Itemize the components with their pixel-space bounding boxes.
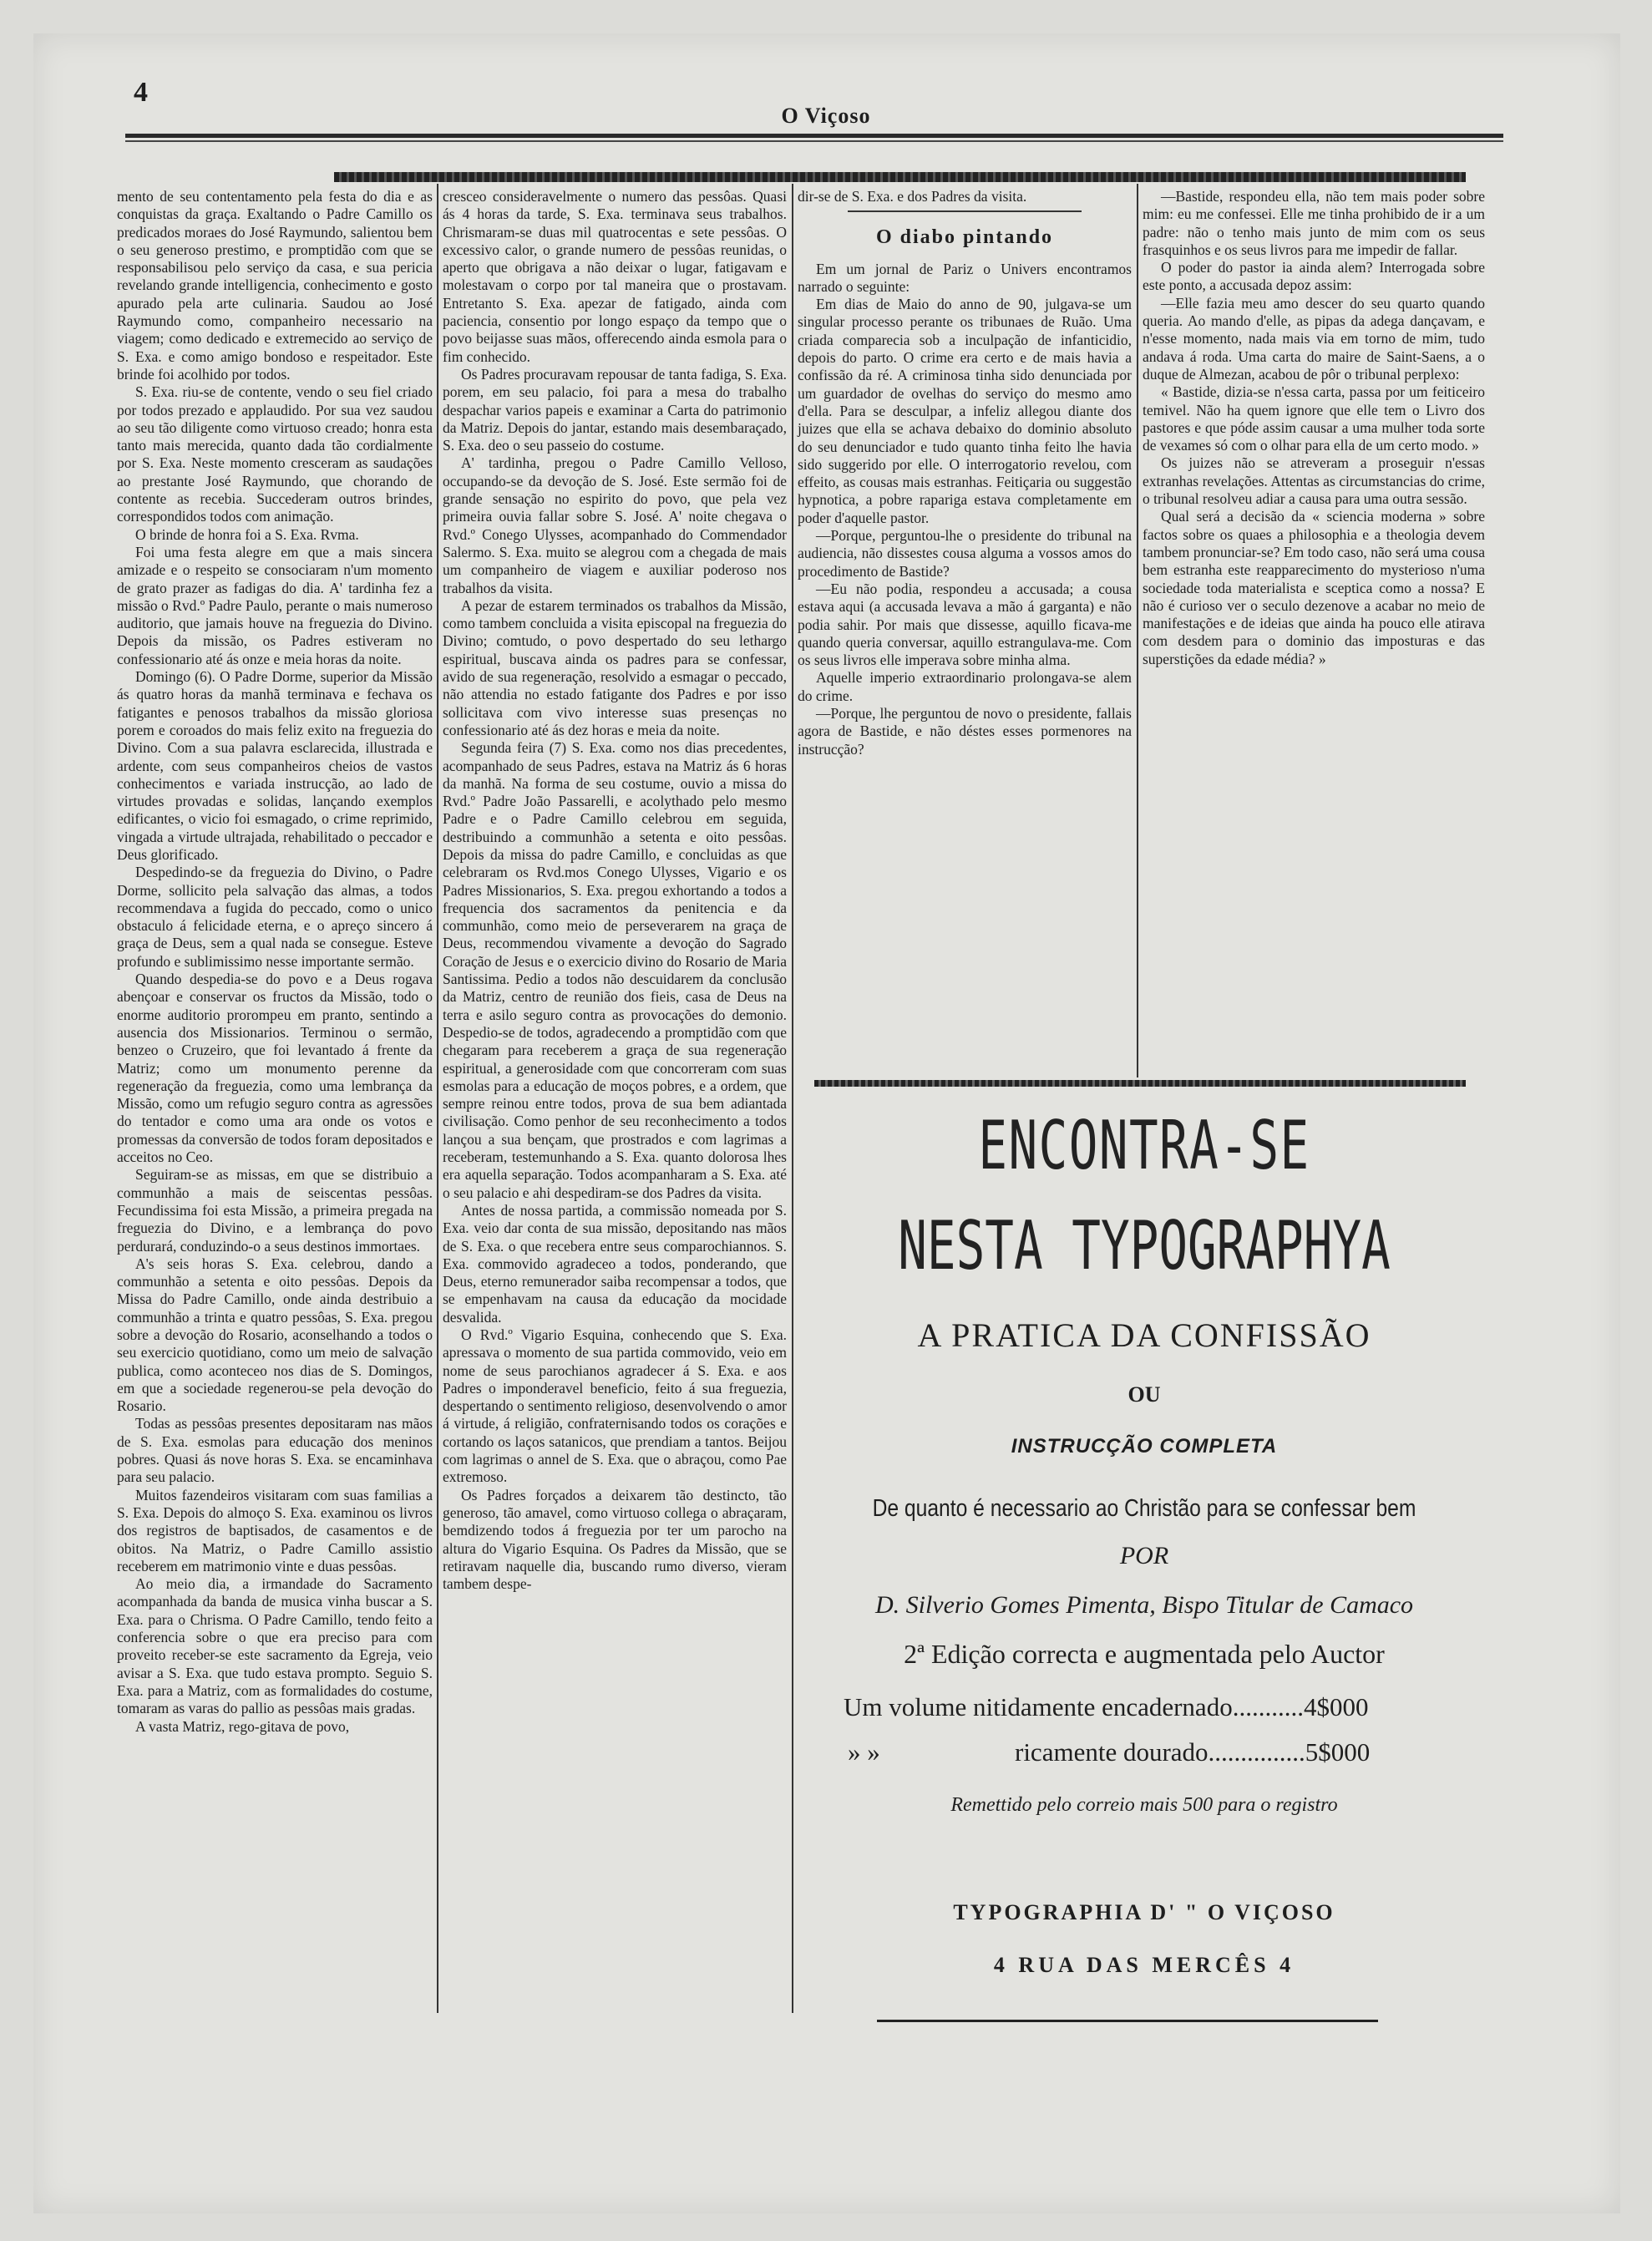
paragraph: dir-se de S. Exa. e dos Padres da visita. — [798, 188, 1027, 205]
paragraph: Segunda feira (7) S. Exa. como nos dias precedentes, acompanhado de seus Padres, estava na Matriz ás 6 horas da manhã. Na forma de seu costume, ouvio a missa do Rvd.º Padre João Passarelli, e acolythado pelo mesmo Padre e o Padre Camillo celebrou em seguida, destribuindo a communhão a setenta e oito pessôas. Depois da missa do padre Camillo, e concluidas as que celebraram os Rvd.mos Conego Ulysses, Vigario e os Padres Missionarios, S. Exa. pregou exhortando a todos a frequencia dos sacramentos da penitencia e da communhão, como meio de perseverarem na graça de Deus, recommendou vivamente a devoção do Sagrado Coração de Jesus e o exercicio divino do Rosario de Maria Santissima. Pedio a todos não descuidarem da conclusão da Matriz, centro de reunião dos fieis, casa de Deus na terra e asilo seguro contra as provocações do demonio. Despedio-se de todos, agradecendo a promptidão com que chegaram para receberem a graça de sua regeneração espiritual, a generosidade com que concorreram com suas esmolas para a educação de moços pobres, e a ordem, que sempre reinou entre todos, prova de sua bem adiantada civilisação. Como penhor de seu reconhecimento a todos lançou a sua bençam, que prostrados e com lagrimas a receberam, testemunhando a S. Exa. quanto dolorosa lhes era aquella separação. Todos acompanharam a S. Exa. até o seu palacio e ahi despediram-se dos Padres da visita. — [443, 739, 787, 1201]
ad-bottom-rule — [877, 2020, 1378, 2022]
paragraph: « Bastide, dizia-se n'essa carta, passa por um feiticeiro temivel. Não ha quem ignore que elle tem o Livro dos pastores e que póde assim causar a uma mulher toda sorte de vexames só com o olhar para ella de um certo modo. » — [1143, 383, 1485, 454]
paragraph: —Eu não podia, respondeu a accusada; a cousa estava aqui (a accusada levava a mão á garganta) e não podia sahir. Por mais que dissesse, aquillo ficava-me quando queria conversar, aquillo estrangulava-me. Com os seus livros elle imperava sobre minha alma. — [798, 580, 1132, 669]
paragraph: Domingo (6). O Padre Dorme, superior da Missão ás quatro horas da manhã terminava e fechava os fatigantes e penosos trabalhos da missão gloriosa porem e coroados do mais feliz exito na freguezia do Divino. Com a sua palavra esclarecida, illustrada e ardente, com seus companheiros cheios de vastos conhecimentos e variada instrucção, ao lado de virtudes provadas e solidas, lançando exemplos edificantes, o vicio foi esmagado, o crime reprimido, vingada a virtude ultrajada, rehabilitado o peccador e Deus glorificado. — [117, 668, 433, 863]
ad-headline-2: NESTA TYPOGRAPHYA — [898, 1207, 1391, 1285]
column-divider — [437, 184, 438, 2013]
paragraph: A pezar de estarem terminados os trabalhos da Missão, como tambem concluida a visita episcopal na freguezia do Divino; comtudo, o povo despertado do seu lethargo espiritual, buscava ainda os padres para se confessar, avido de sua regeneração, resolvido a esmagar o peccado, não attendia no estado fatigante dos Padres e por isso sollicitava com vivo interesse suas presenças no confessionario até ás dez horas e meia da noite. — [443, 596, 787, 738]
article-separator — [848, 210, 1082, 212]
header-rule-thin — [125, 140, 1503, 142]
paragraph: cresceo consideravelmente o numero das pessôas. Quasi ás 4 horas da tarde, S. Exa. terminava seus trabalhos. Chrismaram-se duas mil quatrocentas e sete pessôas. O excessivo calor, o grande numero de pessôas reunidas, o aperto que obrigava a não deixar o lugar, fatigavam e molestavam o corpo por tal maneira que o prostavam. Entretanto S. Exa. apezar de fatigado, ainda com paciencia, consentio por longo espaço da tempo que o povo beijasse suas mãos, offerecendo ainda esmola para o fim conhecido. — [443, 188, 787, 365]
paragraph: S. Exa. riu-se de contente, vendo o seu fiel criado por todos prezado e applaudido. Por sua vez saudou ao seu tão diligente como virtuoso creado; honra esta tanto mais merecida, quanto dada tão cordialmente por S. Exa. Neste momento cresceram as saudações ao prestante José Raymundo, que chorando de contente as recebia. Succederam outros brindes, correspondidos todos com animação. — [117, 383, 433, 525]
ad-price-line-1: Um volume nitidamente encadernado...........4$000 — [844, 1692, 1369, 1721]
article-heading: O diabo pintando — [875, 226, 1054, 249]
paragraph: Em um jornal de Pariz o Univers encontramos narrado o seguinte: — [798, 260, 1132, 295]
paragraph: Aquelle imperio extraordinario prolongava-se alem do crime. — [798, 669, 1132, 704]
paragraph: Qual será a decisão da « sciencia moderna » sobre factos sobre os quaes a philosophia e a theologia devem tambem pronunciar-se? Em todo caso, não será uma cousa bem estranha este reapparecimento do mysterioso n'uma sociedade toda materialista e sceptica como a nossa? E não é curioso ver o seculo dezenove a acabar no meio de manifestações e de ideias que ainda ha pouco elle atirava com desdem para o dominio das imposturas e das superstições da edade média? » — [1143, 508, 1485, 667]
ad-price-line-2 — [844, 1737, 1445, 1767]
ad-price-2-text: ricamente dourado...............5$000 — [1015, 1737, 1371, 1767]
paragraph: —Bastide, respondeu ella, não tem mais poder sobre mim: eu me confessei. Elle me tinha prohibido de ir a um padre: não o tenho mais junto de mim com os seus frasquinhos e os seus livros para me impedir de fallar. — [1143, 188, 1485, 258]
paragraph: Ao meio dia, a irmandade do Sacramento acompanhada da banda de musica vinha buscar a S. Exa. para o Chrisma. O Padre Camillo, tendo feito a conferencia sobre o que era preciso para com proveito receber-se este sacramento da Egreja, veio avisar a S. Exa. que tudo estava prompto. Seguio S. Exa. para a Matriz, com as formalidades do costume, tomaram as varas do pallio as pessôas mais gradas. — [117, 1575, 433, 1717]
article-column-3 — [798, 188, 1132, 1057]
paragraph: Em dias de Maio do anno de 90, julgava-se um singular processo perante os tribunaes de Ruão. Uma criada comparecia sob a inculpação de infanticidio, depois do parto. O crime era certo e de mais havia a confissão da ré. A criminosa tinha sido denunciada por um guardador de ovelhas do serviço do mesmo amo d'ella. Para se desculpar, a infeliz allegou diante dos juizes que ella se achava debaixo do dominio absoluto do seu denunciador e tudo quanto tinha feito lhe havia sido suggerido por elle. O interrogatorio revelou, com effeito, as cousas mais estranhas. Feitiçaria ou suggestão hypnotica, a pobre rapariga estava completamente em poder d'aquelle pastor. — [798, 296, 1132, 526]
article-column-1 — [117, 188, 433, 2009]
ad-description: De quanto é necessario ao Christão para se confessar bem — [872, 1495, 1416, 1522]
column-divider — [1137, 184, 1138, 1077]
ad-headline-1: ENCONTRA-SE — [978, 1107, 1310, 1184]
paragraph: Os Padres forçados a deixarem tão destincto, tão generoso, tão amavel, como virtuoso collega o abraçaram, bemdizendo todos á freguezia por ter um parocho na altura do Vigario Esquina. Os Padres da Missão, que se retiravam naquelle dia, buscando rumo diverso, vieram tambem despe- — [443, 1486, 787, 1593]
ad-shipping-note: Remettido pelo correio mais 500 para o registro — [950, 1794, 1338, 1816]
article-column-2 — [443, 188, 787, 2009]
advertisement-top-rule — [814, 1080, 1466, 1087]
header-rule — [125, 134, 1503, 138]
paragraph: Seguiram-se as missas, em que se distribuio a communhão a mais de seiscentas pessôas. Fecundissima foi esta Missão, a primeira pregada na freguezia do Divino, e a lembrança do povo perdurará, conduzindo-o a seus destinos immortaes. — [117, 1166, 433, 1255]
paragraph: Foi uma festa alegre em que a mais sincera amizade e o respeito se consociaram n'um momento de grato prazer as fadigas do dia. A' tardinha fez a missão o Rvd.º Padre Paulo, perante o mais numeroso auditorio, que jamais houve na freguezia do Divino. Depois da missão, os Padres estiveram no confessionario até ás onze e meia horas da noite. — [117, 543, 433, 667]
paragraph: Todas as pessôas presentes depositaram nas mãos de S. Exa. esmolas para educação dos meninos pobres. Quasi ás nove horas S. Exa. se encaminhava para seu palacio. — [117, 1415, 433, 1486]
paragraph: A vasta Matriz, rego-gitava de povo, — [135, 1717, 350, 1735]
page-number: 4 — [134, 77, 148, 108]
paragraph: Quando despedia-se do povo e a Deus rogava abençoar e conservar os fructos da Missão, todo o enorme auditorio prorompeu em pranto, sentindo a ausencia dos Missionarios. Terminou o sermão, benzeo o Cruzeiro, que foi levantado á frente da Matriz; como um monumento perenne da regeneração da freguezia, como uma lembrança da Missão, como um refugio seguro contra as agressões do tentador e como uma ara onde os votos e promessas da conversão de todos foram depositados e acceitos no Ceo. — [117, 971, 433, 1166]
ad-author: D. Silverio Gomes Pimenta, Bispo Titular de Camaco — [874, 1591, 1414, 1619]
paragraph: Os Padres procuravam repousar de tanta fadiga, S. Exa. porem, em seu palacio, foi para a mesa do trabalho despachar varios papeis e examinar a Carta do patrimonio da Matriz. Depois do jantar, estando mais desembaraçado, S. Exa. deo o seu passeio do costume. — [443, 365, 787, 454]
newspaper-title: O Viçoso — [781, 104, 871, 128]
paragraph: Muitos fazendeiros visitaram com suas familias a S. Exa. Depois do almoço S. Exa. examinou os livros dos registros de baptisados, de casamentos e de obitos. Na Matriz, o Padre Camillo assistio receberem em matrimonio vinte e duas pessôas. — [117, 1486, 433, 1574]
paragraph: A's seis horas S. Exa. celebrou, dando a communhão a setenta e oito pessôas. Depois da Missa do Padre Camillo, onde ainda destribuio a communhão a trinta e quatro pessôas, S. Exa. pregou sobre a devoção do Rosario, aconselhando a todos o seu exercicio quotidiano, como um meio de salvação publica, como aconteceo nos dias de S. Domingos, em que a sociedade regenerou-se pela devoção do Rosario. — [117, 1255, 433, 1415]
paragraph: —Porque, perguntou-lhe o presidente do tribunal na audiencia, não dissestes cousa alguma a vossos amos do procedimento de Bastide? — [798, 527, 1132, 580]
ad-printer: TYPOGRAPHIA D' " O VIÇOSO — [953, 1900, 1335, 1924]
paragraph: Antes de nossa partida, a commissão nomeada por S. Exa. veio dar conta de sua missão, depositando nas mãos de S. Exa. o que recebera entre seus comparochiannos. S. Exa. commovido agradeceo a todos, ponderando, que Deus, eterno remunerador saiba recompensar a todos, que se empenhavam na causa da educação da mocidade desvalida. — [443, 1201, 787, 1326]
column-divider — [792, 184, 793, 2013]
ad-book-title: A PRATICA DA CONFISSÃO — [917, 1316, 1371, 1354]
paragraph: —Elle fazia meu amo descer do seu quarto quando queria. Ao mando d'elle, as pipas da adega dançavam, e n'esse momento, nada mais via em torno de mim, tudo andava á roda. Uma carta do maire de Saint-Saens, a o duque de Almezan, acabou de pôr o tribunal perplexo: — [1143, 294, 1485, 383]
paragraph: O brinde de honra foi a S. Exa. Rvma. — [135, 525, 359, 543]
ad-address: 4 RUA DAS MERCÊS 4 — [993, 1953, 1295, 1977]
paragraph: O Rvd.º Vigario Esquina, conhecendo que S. Exa. apressava o momento de sua partida commovido, veio em nome de seus parochianos agradecer á S. Exa. e aos Padres o imponderavel beneficio, feito á sua freguezia, despertando o sentimento religioso, desenvolvendo o amor á virtude, á religião, confraternisando todos os corações e cortando os laços satanicos, que prendiam a tantos. Beijou com lagrimas o annel de S. Exa. que o abraçou, como Pae extremoso. — [443, 1326, 787, 1486]
paragraph: Os juizes não se atreveram a proseguir n'essas extranhas revelações. Attentas as circumstancias do crime, o tribunal resolveu adiar a causa para uma outra sessão. — [1143, 454, 1485, 508]
ad-por: POR — [1119, 1542, 1169, 1569]
paragraph: O poder do pastor ia ainda alem? Interrogada sobre este ponto, a accusada depoz assim: — [1143, 259, 1485, 294]
header-ornamental-rule — [334, 172, 1466, 182]
ad-ou: OU — [1128, 1382, 1161, 1407]
paragraph: mento de seu contentamento pela festa do dia e as conquistas da graça. Exaltando o Padre Camillo os predicados moraes do José Raymundo, salientou bem o seu generoso prestimo, e promptidão com que se responsabilisou pelo serviço da casa, e sua pericia revelando grande intelligencia, conhecimento e gosto apurado pela arte culinaria. Saudou ao José Raymundo como, companheiro necessario na viagem; como dedicado e extremecido ao serviço de S. Exa. e como amigo bondoso e respeitador. Este brinde foi acolhido por todos. — [117, 188, 433, 383]
ditto-marks: » » — [848, 1737, 880, 1767]
article-column-4 — [1143, 188, 1485, 1057]
paragraph: Despedindo-se da freguezia do Divino, o Padre Dorme, sollicito pela salvação das almas, a todos recommendava a fugida do peccado, como o unico obstaculo á felicidade eterna, e o apreço sincero á graça de Deus, sem a qual nada se consegue. Esteve profundo e sublimissimo nesse importante sermão. — [117, 864, 433, 970]
paragraph: —Porque, lhe perguntou de novo o presidente, fallais agora de Bastide, e não déstes esses pormenores na instrucção? — [798, 705, 1132, 758]
paragraph: A' tardinha, pregou o Padre Camillo Velloso, occupando-se da devoção de S. José. Este sermão foi de grande sensação no espirito do povo, que pela vez primeira ouvia fallar sobre S. José. A' noite chegava o Rvd.º Conego Ulysses, acompanhado do Commendador Salermo. S. Exa. muito se alegrou com a chegada de mais um companheiro de viagem e auxiliar poderoso nos trabalhos da visita. — [443, 454, 787, 596]
ad-edition: 2ª Edição correcta e augmentada pelo Auctor — [904, 1639, 1385, 1669]
ad-subtitle: INSTRUCÇÃO COMPLETA — [1011, 1435, 1278, 1458]
